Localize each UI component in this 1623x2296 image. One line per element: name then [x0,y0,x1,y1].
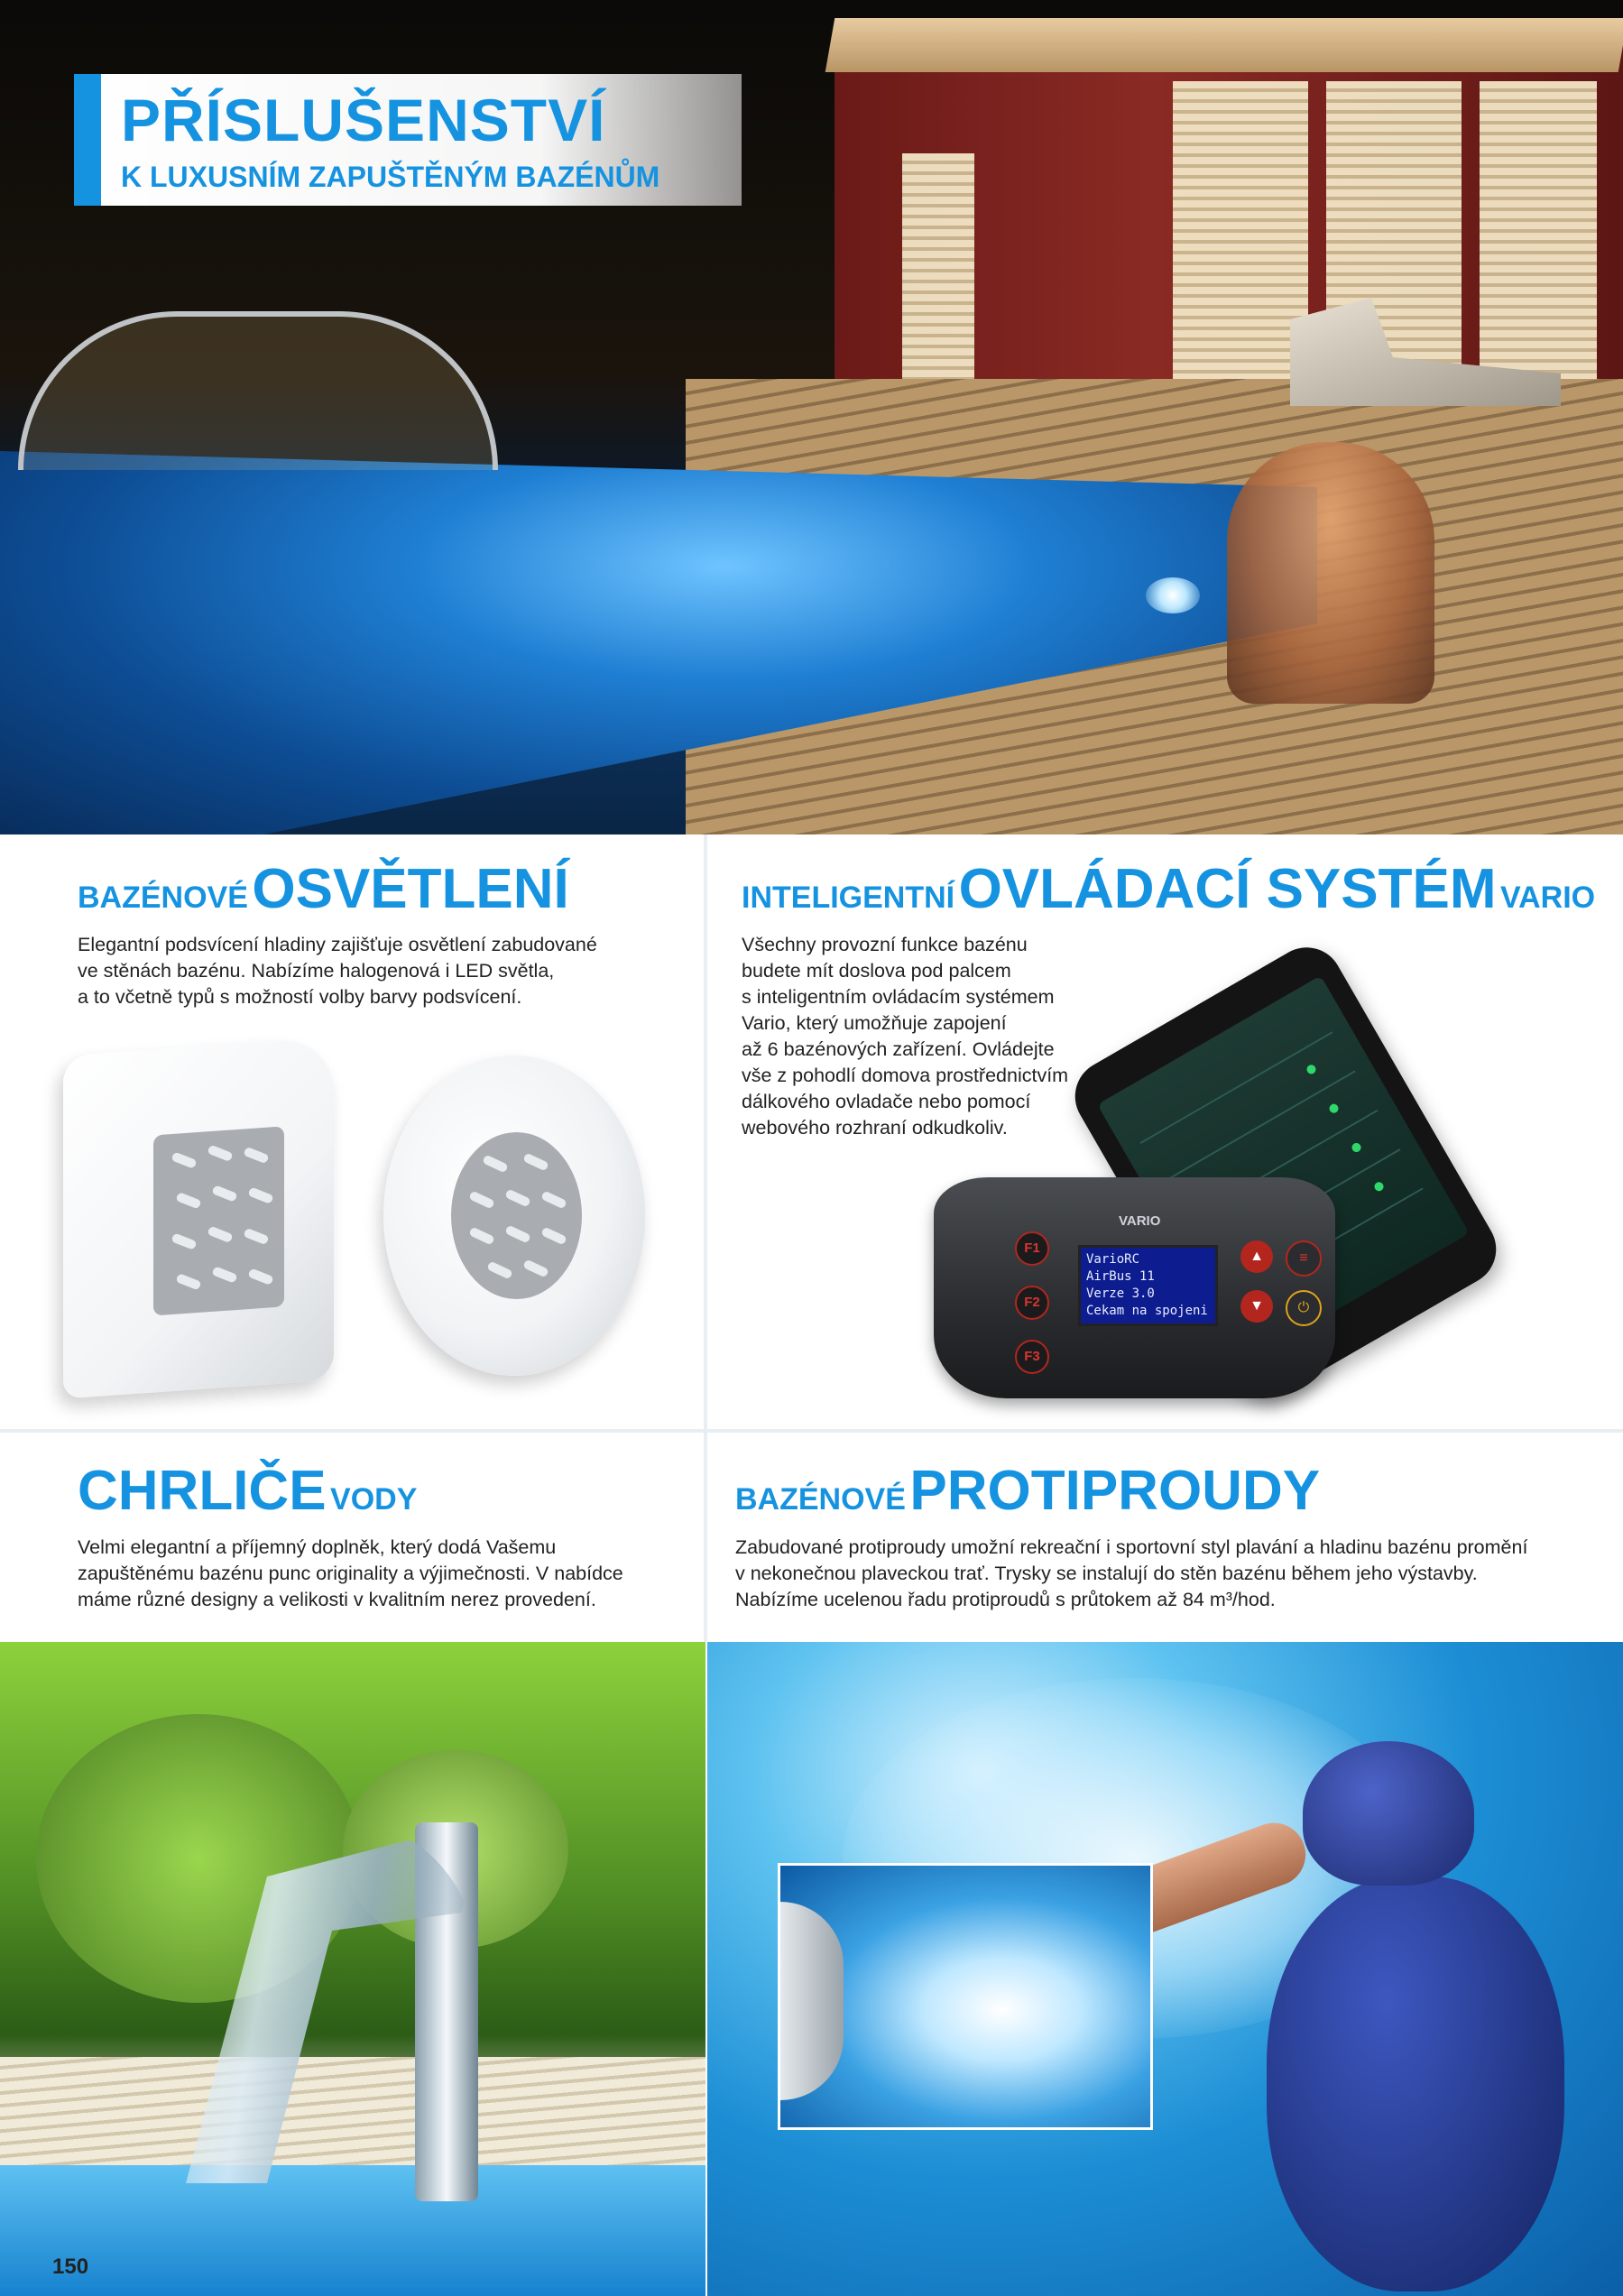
control-heading [742,858,1596,920]
control-heading-suffix: VARIO [1499,881,1596,915]
text-line: dálkového ovladače nebo pomocí [742,1091,1031,1112]
lighting-heading-small: BAZÉNOVÉ [78,881,248,915]
pool-water [0,2165,705,2296]
lcd-line: AirBus 11 [1086,1269,1155,1284]
f1-button: F1 [1015,1231,1049,1266]
pool-underwater-light [1146,577,1200,613]
lighting-heading [78,858,569,920]
house-window [1480,81,1597,388]
controller-brand: VARIO [1119,1213,1161,1229]
arrow-down-icon: ▼ [1240,1290,1273,1323]
counterflow-jet-inset-photo [778,1863,1153,2130]
text-line: Zabudované protiproudy umožní rekreační i sportovní styl plavání a hladinu bazénu promění [735,1536,1528,1558]
text-line: webového rozhraní odkudkoliv. [742,1117,1008,1139]
fountains-heading [78,1460,418,1522]
fountains-text [78,1535,700,1613]
text-line: máme různé designy a velikosti v kvalitním nerez provedení. [78,1589,596,1610]
lcd-line: VarioRC [1086,1252,1140,1267]
page-title: PŘÍSLUŠENSTVÍ [121,87,606,153]
counterflow-heading [735,1460,1321,1522]
text-line: Všechny provozní funkce bazénu [742,934,1028,955]
text-line: Nabízíme ucelenou řadu protiproudů s průtokem až 84 m³/hod. [735,1589,1276,1610]
controller-lcd [1078,1245,1218,1326]
menu-icon: ≡ [1286,1240,1322,1277]
house-roof [825,18,1623,72]
water-fountain-photo [0,1642,705,2296]
text-line: budete mít doslova pod palcem [742,960,1011,982]
page-subtitle: K LUXUSNÍM ZAPUŠTĚNÝM BAZÉNŮM [121,161,660,193]
swimmer-body [1267,1876,1564,2291]
control-heading-small: INTELIGENTNÍ [742,881,955,915]
counterflow-heading-big: PROTIPROUDY [909,1460,1321,1522]
counterflow-heading-small: BAZÉNOVÉ [735,1482,906,1517]
vario-remote-controller [934,1177,1335,1398]
control-text [742,932,1120,1141]
text-line: Vario, který umožňuje zapojení [742,1012,1007,1034]
control-heading-big: OVLÁDACÍ SYSTÉM [958,858,1497,920]
text-line: s inteligentním ovládacím systémem [742,986,1055,1008]
fountains-heading-big: CHRLIČE [78,1460,327,1522]
column-divider [704,834,707,1642]
round-pool-light-product [383,1056,645,1376]
f2-button: F2 [1015,1286,1049,1320]
banner-accent-bar [74,74,101,206]
text-line: a to včetně typů s možností volby barvy podsvícení. [78,986,522,1008]
led-panel [451,1132,582,1299]
counterflow-text [735,1535,1601,1613]
lcd-line: Cekam na spojeni [1086,1304,1208,1318]
text-line: vše z pohodlí domova prostřednictvím [742,1065,1069,1086]
led-panel [153,1126,284,1315]
row-divider [0,1429,1623,1433]
text-line: Elegantní podsvícení hladiny zajišťuje osvětlení zabudované [78,934,597,955]
text-line: v nekonečnou plaveckou trať. Trysky se instalují do stěn bazénu během jeho výstavby. [735,1563,1478,1584]
fountains-heading-small: VODY [330,1482,418,1517]
house-window [1173,81,1308,424]
page-number: 150 [52,2255,89,2279]
square-pool-light-product [63,1037,334,1399]
pool-deck [0,2057,705,2174]
text-line: Velmi elegantní a příjemný doplněk, který dodá Vašemu [78,1536,557,1558]
text-line: až 6 bazénových zařízení. Ovládejte [742,1038,1055,1060]
power-icon: ⏻ [1286,1290,1322,1326]
pool-enclosure [18,311,498,470]
couple-in-pool [1227,442,1434,704]
swimmer-photo [707,1642,1623,2296]
text-line: zapuštěnému bazénu punc originality a výjimečnosti. V nabídce [78,1563,623,1584]
lcd-line: Verze 3.0 [1086,1286,1155,1301]
text-line: ve stěnách bazénu. Nabízíme halogenová i LED světla, [78,960,555,982]
arrow-up-icon: ▲ [1240,1240,1273,1273]
f3-button: F3 [1015,1340,1049,1374]
swim-cap [1303,1741,1474,1886]
title-banner [74,74,742,206]
counterflow-nozzle [780,1902,844,2100]
lighting-heading-big: OSVĚTLENÍ [252,858,569,920]
lighting-text [78,932,691,1010]
